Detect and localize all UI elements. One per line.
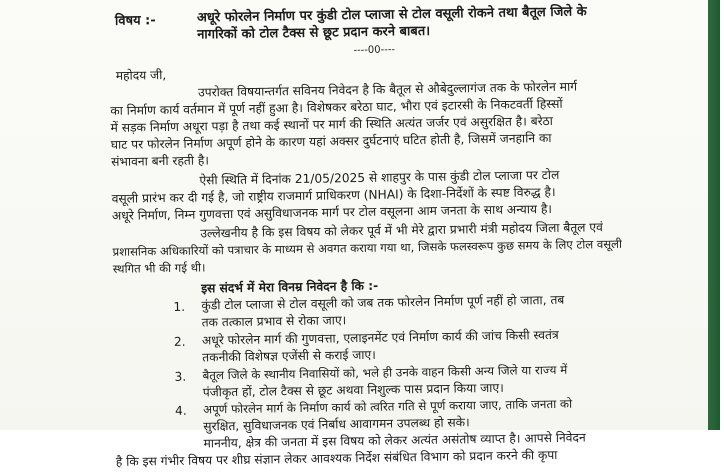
- request-line: सुरक्षित, सुविधाजनक एवं निर्बाध आवागमन उपलब्ध हो सके।: [203, 415, 470, 434]
- para2-line: वसूली प्रारंभ कर दी गई है, जो राष्ट्रीय राजमार्ग प्राधिकरण (NHAI) के दिशा-निर्देशों के स्पष्ट विरुद्ध है।: [111, 184, 556, 206]
- subject-separator: ----00----: [353, 44, 396, 57]
- para3-line: स्थगित भी की गई थी।: [112, 260, 206, 276]
- salutation: महोदय जी,: [115, 68, 167, 83]
- subject-line-2: नागरिकों को टोल टैक्स से छूट प्रदान करने बाबत।: [197, 23, 431, 43]
- para1-line: उपरोक्त विषयान्तर्गत सविनय निवेदन है कि बैतूल से औबेदुल्लागंज तक के फोरलेन मार्ग: [197, 79, 578, 100]
- para1-line: घाट पर फोरलेन निर्माण अपूर्ण होने के कारण यहां अक्सर दुर्घटनाएं घटित होती है, जिसमें जनहानि का: [110, 130, 552, 152]
- closing-line: है कि इस गंभीर विषय पर शीघ्र संज्ञान लेकर आवश्यक निर्देश संबंधित विभाग को प्रदान करने की कृपा: [115, 447, 558, 469]
- background-edge: [708, 0, 720, 430]
- para1-line: का निर्माण कार्य वर्तमान में पूर्ण नहीं हुआ है। विशेषकर बरेठा घाट, भौरा एवं इटारसी के निकटवर्ती हिस्सों: [110, 96, 563, 118]
- para3-line: प्रशासनिक अधिकारियों को पत्राचार के माध्यम से अवगत कराया गया था, जिसके फलस्वरूप कुछ समय के लिए टोल वसूली: [112, 236, 623, 259]
- para1-line: संभावना बनी रहती है।: [111, 153, 210, 169]
- request-line: बैतूल जिले के स्थानीय निवासियों को, भले ही उनके वाहन किसी अन्य जिले या राज्य में: [202, 362, 568, 383]
- para2-line: ऐसी स्थिति में दिनांक 21/05/2025 से शाहपुर के पास कुंडी टोल प्लाजा पर टोल: [199, 167, 560, 188]
- subject-label: विषय :-: [114, 13, 156, 29]
- request-line: तकनीकी विशेषज्ञ एजेंसी से कराई जाए।: [202, 347, 376, 365]
- para1-line: में सड़क निर्माण अधूरा पड़ा है तथा कई स्थानों पर मार्ग की स्थिति अत्यंत जर्जर एवं असुरक्षित है। बरेठा: [110, 113, 553, 135]
- request-number: 1.: [173, 299, 186, 314]
- request-heading: इस संदर्भ में मेरा विनम्र निवेदन है कि :-: [201, 278, 379, 296]
- request-line: अपूर्ण फोरलेन मार्ग के निर्माण कार्य को त्वरित गति से पूर्ण कराया जाए, ताकि जनता को: [202, 396, 573, 417]
- para3-line: उल्लेखनीय है कि इस विषय को लेकर पूर्व में भी मेरे द्वारा प्रभारी मंत्री महोदय जिला बैतूल एवं: [200, 220, 604, 241]
- request-number: 4.: [174, 403, 187, 418]
- closing-line: माननीय, क्षेत्र की जनता में इस विषय को लेकर अत्यंत असंतोष व्याप्त है। आपसे निवेदन: [203, 430, 586, 451]
- subject-line-1: अधूरे फोरलेन निर्माण पर कुंडी टोल प्लाजा से टोल वसूली रोकने तथा बैतूल जिले के: [196, 4, 587, 26]
- request-number: 3.: [174, 369, 187, 384]
- request-line: कुंडी टोल प्लाजा से टोल वसूली को जब तक फोरलेन निर्माण पूर्ण नहीं हो जाता, तब: [201, 292, 565, 313]
- request-line: तक तत्काल प्रभाव से रोका जाए।: [201, 313, 347, 330]
- request-line: अधूरे फोरलेन मार्ग की गुणवत्ता, एलाइनमेंट एवं निर्माण कार्य की जांच किसी स्वतंत्र: [201, 327, 559, 348]
- para2-line: अधूरे निर्माण, निम्न गुणवत्ता एवं असुविधाजनक मार्ग पर टोल वसूलना आम जनता के साथ अन्याय है।: [111, 201, 553, 223]
- request-number: 2.: [173, 334, 186, 349]
- request-line: पंजीकृत हों, टोल टैक्स से छूट अथवा निशुल्क पास प्रदान किया जाए।: [202, 380, 504, 400]
